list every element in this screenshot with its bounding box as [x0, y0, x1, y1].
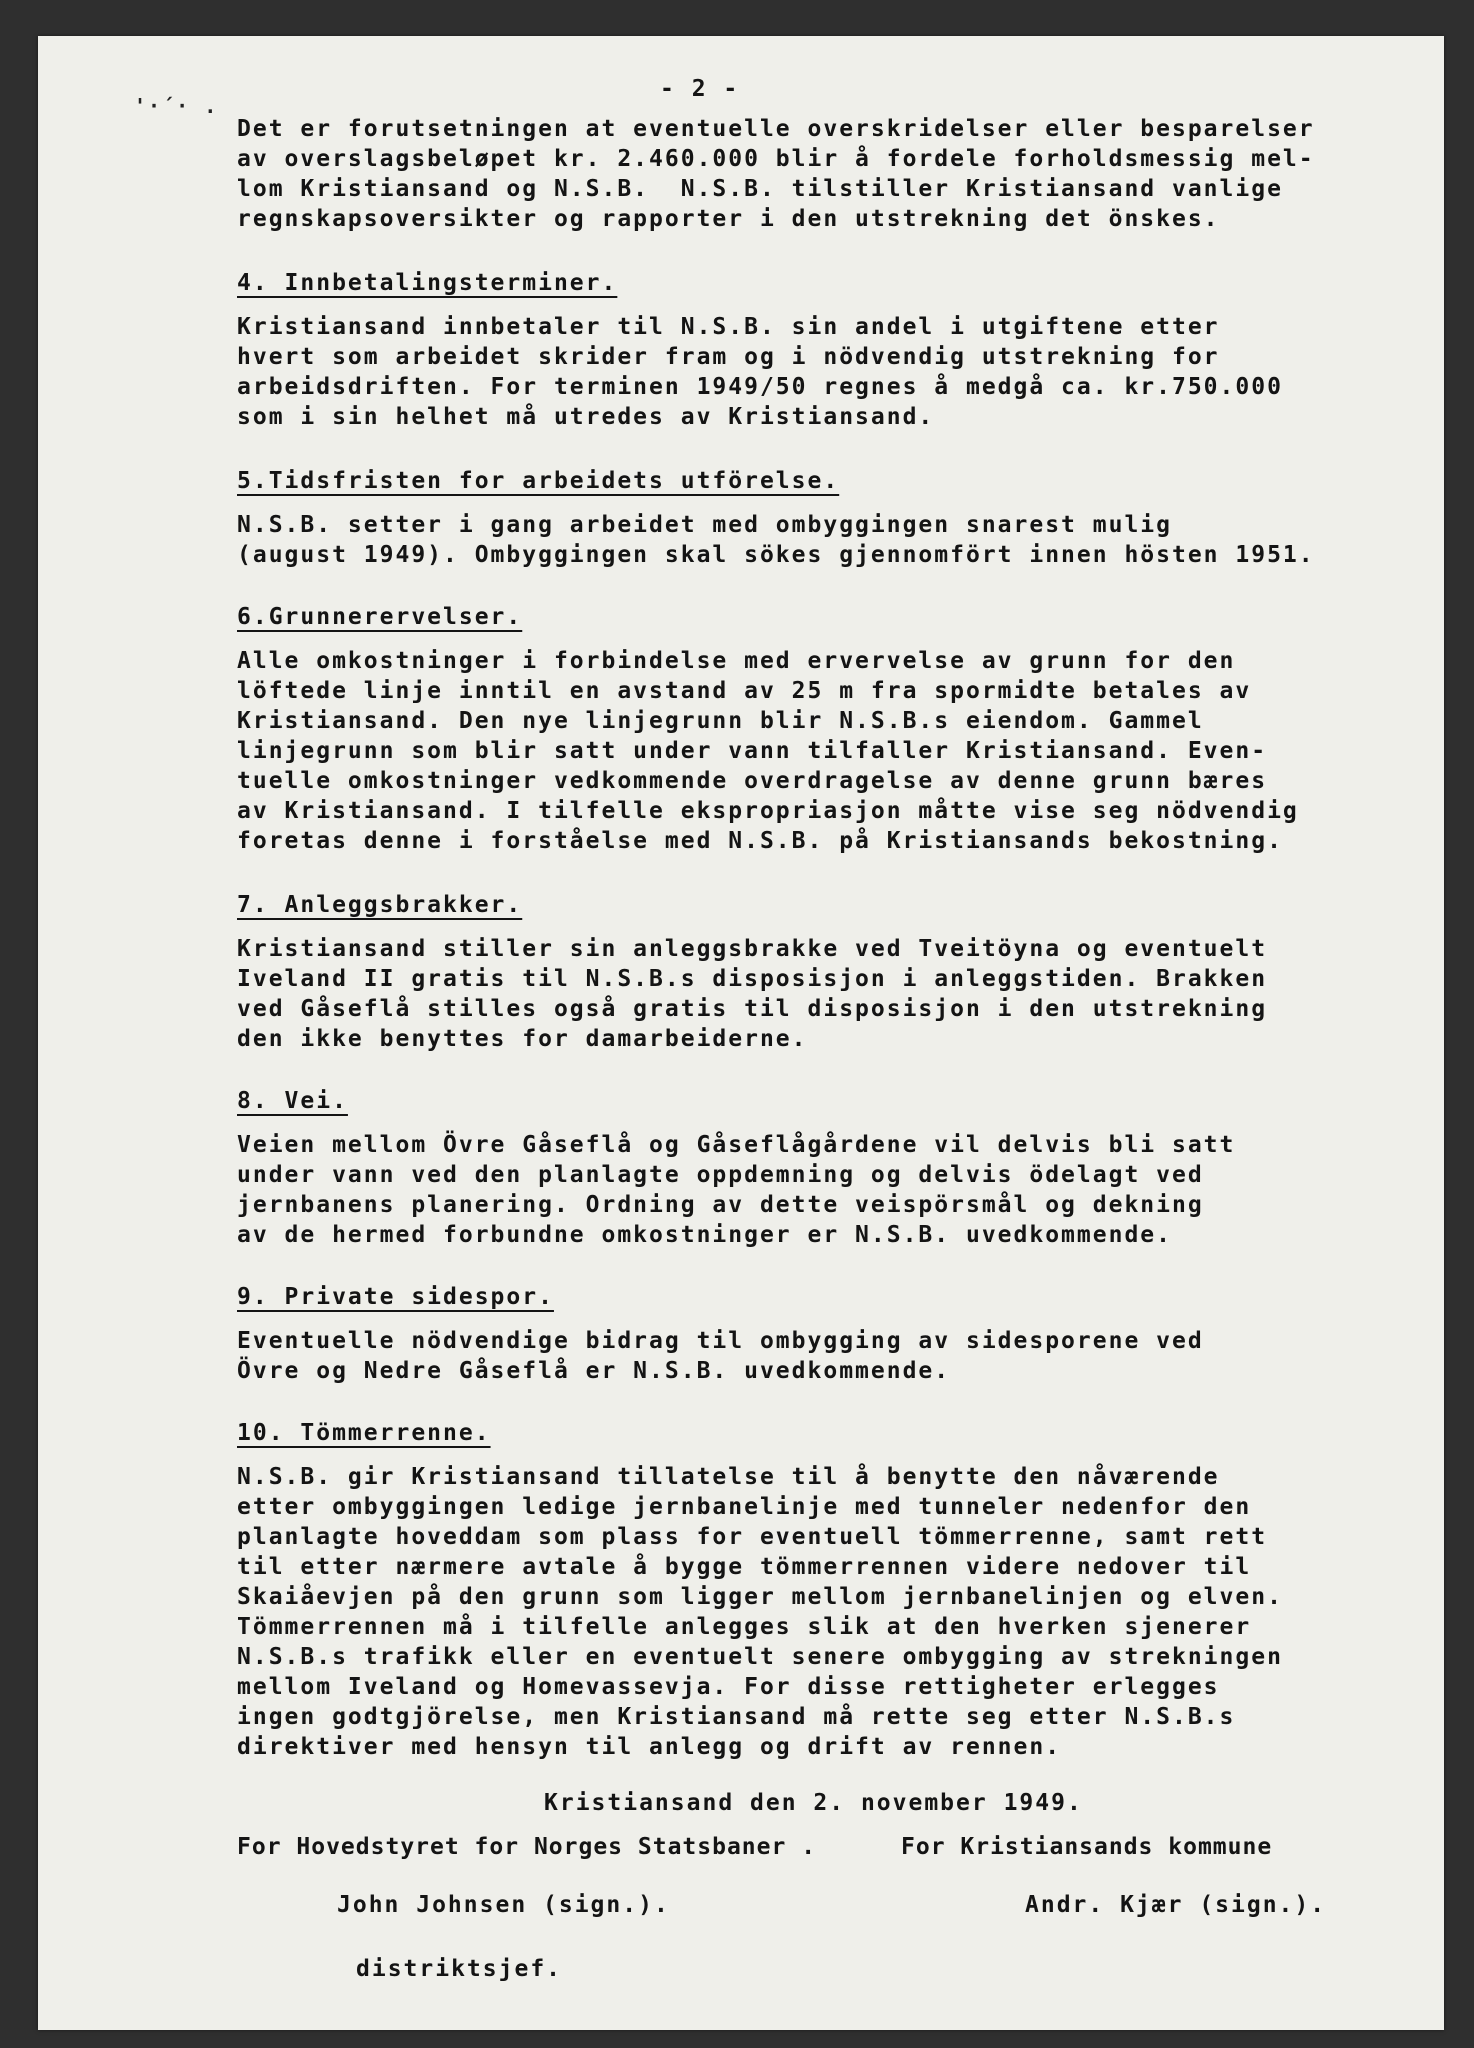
section-heading: 7. Anleggsbrakker.	[237, 892, 523, 918]
section-line: under vann ved den planlagte oppdemning og delvis ödelagt ved	[237, 1162, 1204, 1188]
section-line: Tömmerrennen må i tilfelle anlegges slik at den hverken sjenerer	[237, 1614, 1252, 1640]
section-heading: 5.Tidsfristen for arbeidets utförelse.	[237, 468, 840, 494]
section-line: Skaiåevjen på den grunn som ligger mellom jernbanelinjen og elven.	[237, 1584, 1283, 1610]
section-line: Iveland II gratis til N.S.B.s disposisjon i anleggstiden. Brakken	[237, 966, 1268, 992]
section-line: Kristiansand. Den nye linjegrunn blir N.S.B.s eiendom. Gammel	[237, 708, 1204, 734]
section-line: Eventuelle nödvendige bidrag til ombygging av sidesporene ved	[237, 1328, 1204, 1354]
section-heading: 6.Grunnerervelser.	[237, 604, 523, 630]
section-heading: 4. Innbetalingsterminer.	[237, 270, 618, 296]
right-signer: Andr. Kjær (sign.).	[1025, 1892, 1327, 1918]
section-line: av de hermed forbundne omkostninger er N.S.B. uvedkommende.	[237, 1222, 1172, 1248]
document-body	[38, 36, 1444, 2030]
section-line: löftede linje inntil en avstand av 25 m fra spormidte betales av	[237, 678, 1252, 704]
section-line: (august 1949). Ombyggingen skal sökes gjennomfört innen hösten 1951.	[237, 542, 1315, 568]
section-line: som i sin helhet må utredes av Kristiansand.	[237, 404, 935, 430]
section-heading: 9. Private sidespor.	[237, 1284, 554, 1310]
section-line: ved Gåseflå stilles også gratis til disposisjon i den utstrekning	[237, 996, 1268, 1022]
section-line: direktiver med hensyn til anlegg og drift av rennen.	[237, 1734, 1062, 1760]
section-line: hvert som arbeidet skrider fram og i nödvendig utstrekning for	[237, 344, 1220, 370]
stray-marks: '·´· .	[134, 94, 219, 118]
section-line: til etter nærmere avtale å bygge tömmerrennen videre nedover til	[237, 1554, 1252, 1580]
place-date: Kristiansand den 2. november 1949.	[544, 1790, 1083, 1816]
section-line: jernbanens planering. Ordning av dette veispörsmål og dekning	[237, 1192, 1204, 1218]
section-line: linjegrunn som blir satt under vann tilfaller Kristiansand. Even-	[237, 738, 1268, 764]
section-line: mellom Iveland og Homevassevja. For disse rettigheter erlegges	[237, 1674, 1220, 1700]
left-signer-title: distriktsjef.	[356, 1956, 563, 1982]
section-line: N.S.B.s trafikk eller en eventuelt senere ombygging av strekningen	[237, 1644, 1283, 1670]
section-line: Alle omkostninger i forbindelse med ervervelse av grunn for den	[237, 648, 1236, 674]
left-signer: John Johnsen (sign.).	[337, 1892, 670, 1918]
section-heading: 8. Vei.	[237, 1088, 348, 1114]
section-line: arbeidsdriften. For terminen 1949/50 regnes å medgå ca. kr.750.000	[237, 374, 1283, 400]
section-line: av Kristiansand. I tilfelle ekspropriasjon måtte vise seg nödvendig	[237, 798, 1299, 824]
intro-line: lom Kristiansand og N.S.B. N.S.B. tilstiller Kristiansand vanlige	[237, 176, 1283, 202]
section-line: etter ombyggingen ledige jernbanelinje med tunneler nedenfor den	[237, 1494, 1252, 1520]
intro-line: regnskapsoversikter og rapporter i den utstrekning det önskes.	[237, 206, 1220, 232]
intro-line: Det er forutsetningen at eventuelle overskridelser eller besparelser	[237, 116, 1315, 142]
right-party: For Kristiansands kommune	[901, 1834, 1273, 1860]
section-line: foretas denne i forståelse med N.S.B. på Kristiansands bekostning.	[237, 828, 1283, 854]
section-heading: 10. Tömmerrenne.	[237, 1420, 491, 1446]
section-line: Kristiansand innbetaler til N.S.B. sin andel i utgiftene etter	[237, 314, 1220, 340]
section-line: N.S.B. gir Kristiansand tillatelse til å benytte den nåværende	[237, 1464, 1220, 1490]
section-line: Övre og Nedre Gåseflå er N.S.B. uvedkommende.	[237, 1358, 951, 1384]
section-line: planlagte hoveddam som plass for eventuell tömmerrenne, samt rett	[237, 1524, 1268, 1550]
section-line: Veien mellom Övre Gåseflå og Gåseflågårdene vil delvis bli satt	[237, 1132, 1236, 1158]
section-line: ingen godtgjörelse, men Kristiansand må rette seg etter N.S.B.s	[237, 1704, 1236, 1730]
intro-line: av overslagsbeløpet kr. 2.460.000 blir å fordele forholdsmessig mel-	[237, 146, 1315, 172]
left-party: For Hovedstyret for Norges Statsbaner .	[237, 1834, 817, 1860]
section-line: N.S.B. setter i gang arbeidet med ombyggingen snarest mulig	[237, 512, 1172, 538]
section-line: Kristiansand stiller sin anleggsbrakke ved Tveitöyna og eventuelt	[237, 936, 1268, 962]
document-page	[38, 36, 1444, 2030]
page-number: - 2 -	[660, 76, 740, 102]
section-line: tuelle omkostninger vedkommende overdragelse av denne grunn bæres	[237, 768, 1268, 794]
section-line: den ikke benyttes for damarbeiderne.	[237, 1026, 808, 1052]
